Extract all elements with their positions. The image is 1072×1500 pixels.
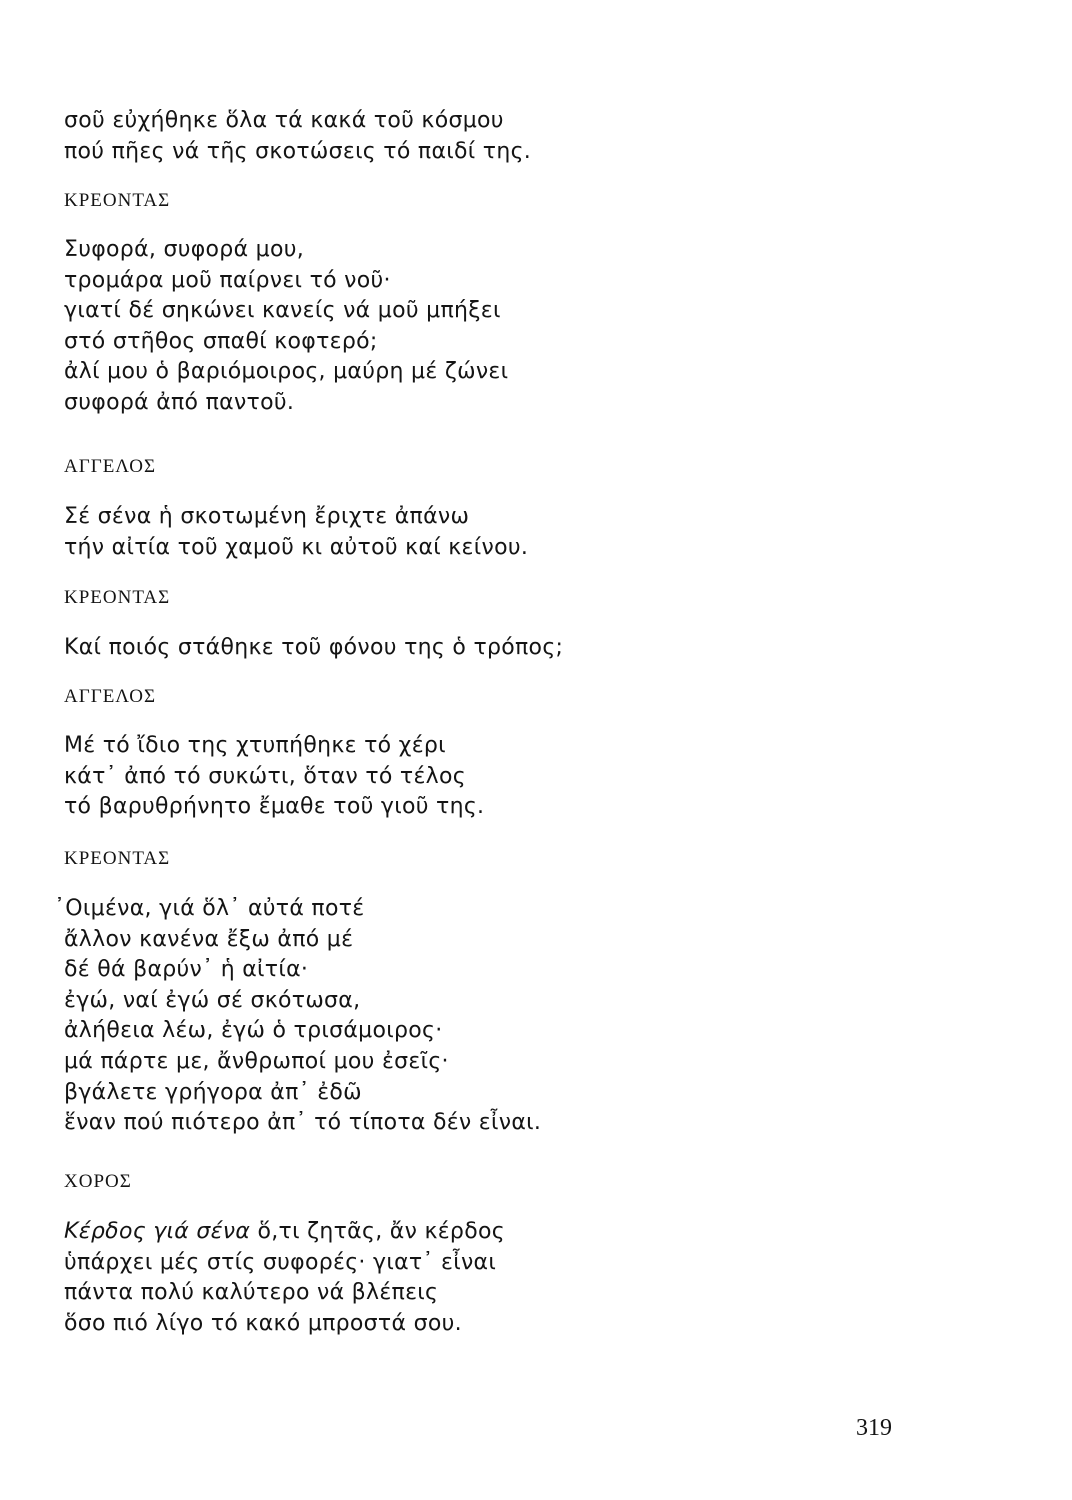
verse-line: μά πάρτε με, ἄνθρωποί μου ἐσεῖς· xyxy=(64,1048,449,1074)
verse-line: πού πῆες νά τῆς σκοτώσεις τό παιδί της. xyxy=(64,138,532,164)
verse-line: στό στῆθος σπαθί κοφτερό; xyxy=(64,328,378,354)
verse-block-4 xyxy=(64,633,563,664)
verse-block-3 xyxy=(64,502,528,563)
verse-line: σοῦ εὐχήθηκε ὅλα τά κακά τοῦ κόσμου xyxy=(64,108,504,133)
speaker-label-kreon: ΚΡΕΟΝΤΑΣ xyxy=(64,848,171,869)
verse-line: Καί ποιός στάθηκε τοῦ φόνου της ὁ τρόπος; xyxy=(64,635,564,660)
verse-line: πάντα πολύ καλύτερο νά βλέπεις xyxy=(64,1280,439,1306)
verse-line: ἀλήθεια λέω, ἐγώ ὁ τρισάμοιρος· xyxy=(64,1018,443,1044)
verse-line: τρομάρα μοῦ παίρνει τό νοῦ· xyxy=(64,267,391,293)
verse-italic-phrase: Κέρδος γιά σένα xyxy=(64,1219,251,1244)
verse-block-2 xyxy=(64,235,508,419)
verse-line: ἐγώ, ναί ἐγώ σέ σκότωσα, xyxy=(64,987,361,1013)
verse-line: ἕναν πού πιότερο ἀπ᾿ τό τίποτα δέν εἶναι. xyxy=(64,1110,542,1136)
verse-line: ὅσο πιό λίγο τό κακό μπροστά σου. xyxy=(64,1310,462,1336)
verse-line: ὑπάρχει μές στίς συφορές· γιατ᾿ εἶναι xyxy=(64,1249,497,1275)
verse-block-5 xyxy=(64,731,484,823)
verse-line: δέ θά βαρύν᾿ ἡ αἰτία· xyxy=(64,957,309,983)
speaker-label-kreon: ΚΡΕΟΝΤΑΣ xyxy=(64,587,171,608)
verse-line: τό βαρυθρήνητο ἔμαθε τοῦ γιοῦ της. xyxy=(64,794,485,820)
verse-line: γιατί δέ σηκώνει κανείς νά μοῦ μπήξει xyxy=(64,298,501,324)
speaker-label-kreon: ΚΡΕΟΝΤΑΣ xyxy=(64,190,171,211)
verse-block-6 xyxy=(54,894,541,1139)
verse-line: βγάλετε γρήγορα ἀπ᾿ ἐδῶ xyxy=(64,1079,362,1105)
verse-line: Σέ σένα ἡ σκοτωμένη ἔριχτε ἀπάνω xyxy=(64,504,470,529)
verse-block-1 xyxy=(64,106,531,167)
verse-line: Μέ τό ἴδιο της χτυπήθηκε τό χέρι xyxy=(64,733,446,758)
verse-line xyxy=(64,1217,505,1248)
verse-line: συφορά ἀπό παντοῦ. xyxy=(64,389,295,415)
verse-line: τήν αἰτία τοῦ χαμοῦ κι αὐτοῦ καί κείνου. xyxy=(64,534,529,560)
verse-block-7 xyxy=(64,1217,505,1339)
speaker-label-angelos: ΑΓΓΕΛΟΣ xyxy=(64,686,157,707)
verse-line: ᾿Οιμένα, γιά ὅλ᾿ αὐτά ποτέ xyxy=(54,896,365,921)
speaker-label-choros: ΧΟΡΟΣ xyxy=(64,1171,132,1192)
page-number: 319 xyxy=(856,1415,892,1441)
verse-line: ἄλλον κανένα ἔξω ἀπό μέ xyxy=(64,926,354,952)
verse-line: κάτ᾿ ἀπό τό συκώτι, ὅταν τό τέλος xyxy=(64,763,466,789)
speaker-label-angelos: ΑΓΓΕΛΟΣ xyxy=(64,456,157,477)
verse-line: Συφορά, συφορά μου, xyxy=(64,237,305,262)
verse-line: ἀλί μου ὁ βαριόμοιρος, μαύρη μέ ζώνει xyxy=(64,359,509,385)
verse-line-rest: ὅ,τι ζητᾶς, ἄν κέρδος xyxy=(250,1219,505,1244)
